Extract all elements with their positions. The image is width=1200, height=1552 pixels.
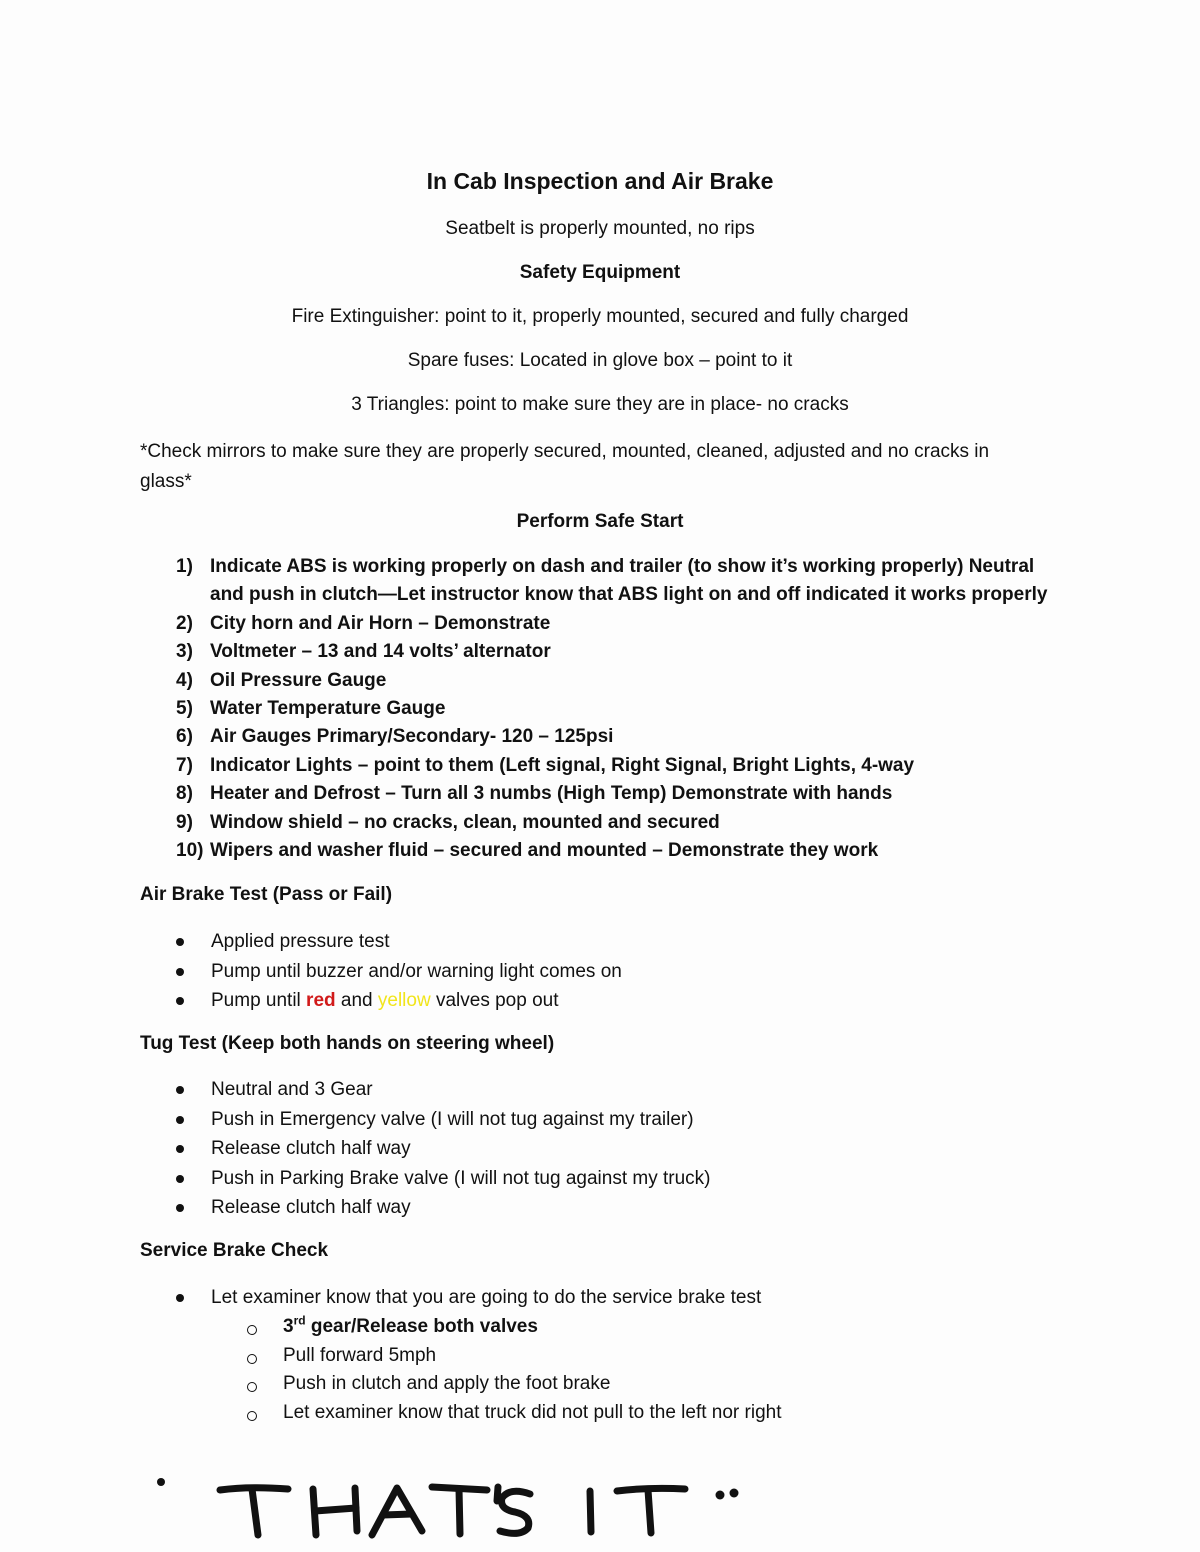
item-number: 10)	[176, 840, 204, 862]
bullet-icon	[176, 1294, 184, 1302]
item-text: Neutral and 3 Gear	[211, 1079, 373, 1100]
list-item	[176, 667, 1056, 695]
item-number: 8)	[176, 783, 193, 805]
sub-list-item	[247, 1399, 782, 1428]
circle-bullet-icon	[247, 1411, 257, 1421]
item-text: Release clutch half way	[211, 1197, 411, 1218]
safety-equipment-heading: Safety Equipment	[519, 262, 681, 283]
item-text: Heater and Defrost – Turn all 3 numbs (High Temp) Demonstrate with hands	[210, 783, 893, 805]
gear-number: 3	[283, 1316, 294, 1337]
list-item	[176, 695, 1056, 723]
bullet-icon	[176, 1175, 184, 1183]
tug-test-heading: Tug Test (Keep both hands on steering wheel)	[140, 1033, 555, 1054]
item-text: Push in Emergency valve (I will not tug against my trailer)	[211, 1108, 694, 1130]
safe-start-heading: Perform Safe Start	[516, 511, 684, 532]
tug-test-list	[176, 1075, 710, 1223]
item-text: Let examiner know that you are going to do the service brake test	[211, 1287, 762, 1308]
spare-fuses-line: Spare fuses: Located in glove box – point to it	[407, 350, 793, 371]
air-brake-heading: Air Brake Test (Pass or Fail)	[140, 884, 393, 905]
item-text: Let examiner know that truck did not pull to the left nor right	[283, 1401, 782, 1423]
list-item	[176, 837, 1056, 865]
handwritten-thats-it	[150, 1465, 750, 1545]
page-title: In Cab Inspection and Air Brake	[426, 168, 774, 194]
list-item	[176, 1075, 710, 1105]
item-text: Voltmeter – 13 and 14 volts’ alternator	[210, 641, 551, 663]
fire-extinguisher-line: Fire Extinguisher: point to it, properly mounted, secured and fully charged	[291, 306, 909, 327]
list-item	[176, 957, 622, 987]
seatbelt-line: Seatbelt is properly mounted, no rips	[445, 218, 755, 239]
service-brake-list	[176, 1283, 761, 1313]
list-item	[176, 1193, 710, 1223]
service-brake-sublist	[247, 1313, 782, 1427]
list-item	[176, 1105, 710, 1135]
item-text: Pump until buzzer and/or warning light comes on	[211, 960, 622, 982]
list-item	[176, 927, 622, 957]
circle-bullet-icon	[247, 1382, 257, 1392]
valves-middle: and	[335, 990, 378, 1011]
gear-ordinal: rd	[293, 1313, 306, 1328]
bullet-icon	[176, 1086, 184, 1094]
list-item	[176, 723, 1056, 751]
bullet-icon	[176, 938, 184, 946]
list-item	[176, 610, 1056, 638]
list-item	[176, 1283, 761, 1313]
air-brake-list	[176, 927, 622, 1016]
item-text: Push in clutch and apply the foot brake	[283, 1373, 611, 1394]
circle-bullet-icon	[247, 1325, 257, 1335]
item-text: Indicate ABS is working properly on dash and trailer (to show it’s working properly) Neutral and push in clutch—Let instructor know that ABS light on and off indicated it works properly	[210, 556, 1048, 606]
item-number: 1)	[176, 556, 193, 577]
bullet-icon	[176, 997, 184, 1005]
list-item	[176, 1134, 710, 1164]
item-text: Push in Parking Brake valve (I will not tug against my truck)	[211, 1167, 711, 1189]
item-number: 7)	[176, 754, 193, 776]
mirror-note: *Check mirrors to make sure they are properly secured, mounted, cleaned, adjusted and no cracks in glass*	[140, 441, 990, 492]
triangles-line: 3 Triangles: point to make sure they are in place- no cracks	[351, 394, 849, 415]
list-item	[176, 986, 622, 1016]
yellow-word: yellow	[377, 990, 431, 1011]
item-text: Oil Pressure Gauge	[210, 669, 387, 691]
list-item	[176, 553, 1056, 610]
service-brake-heading: Service Brake Check	[140, 1240, 329, 1261]
item-number: 2)	[176, 612, 193, 634]
safe-start-list	[176, 553, 1056, 865]
item-number: 9)	[176, 811, 193, 833]
bullet-icon	[176, 968, 184, 976]
item-text: Applied pressure test	[211, 931, 390, 952]
item-text: Air Gauges Primary/Secondary- 120 – 125psi	[210, 726, 614, 748]
list-item	[176, 638, 1056, 666]
bullet-icon	[176, 1145, 184, 1153]
item-number: 3)	[176, 641, 193, 663]
circle-bullet-icon	[247, 1354, 257, 1364]
sub-list-item	[247, 1370, 782, 1399]
valves-suffix: valves pop out	[430, 990, 559, 1011]
item-number: 6)	[176, 726, 193, 748]
sub-list-item	[247, 1313, 782, 1342]
list-item	[176, 780, 1056, 808]
gear-text: gear/Release both valves	[305, 1316, 538, 1337]
red-word: red	[306, 990, 336, 1011]
item-text: Pull forward 5mph	[283, 1344, 437, 1366]
item-number: 4)	[176, 669, 193, 691]
bullet-icon	[176, 1116, 184, 1124]
item-text: Water Temperature Gauge	[210, 698, 446, 720]
item-text: Indicator Lights – point to them (Left signal, Right Signal, Bright Lights, 4-way	[210, 754, 915, 776]
list-item	[176, 752, 1056, 780]
valves-prefix: Pump until	[211, 990, 307, 1011]
item-text: Window shield – no cracks, clean, mounted and secured	[210, 811, 720, 833]
bullet-icon	[176, 1204, 184, 1212]
item-text: City horn and Air Horn – Demonstrate	[210, 612, 551, 634]
item-number: 5)	[176, 698, 193, 720]
sub-list-item	[247, 1342, 782, 1371]
item-text: Wipers and washer fluid – secured and mounted – Demonstrate they work	[210, 840, 879, 862]
list-item	[176, 1164, 710, 1194]
item-text: Release clutch half way	[211, 1138, 411, 1159]
list-item	[176, 809, 1056, 837]
